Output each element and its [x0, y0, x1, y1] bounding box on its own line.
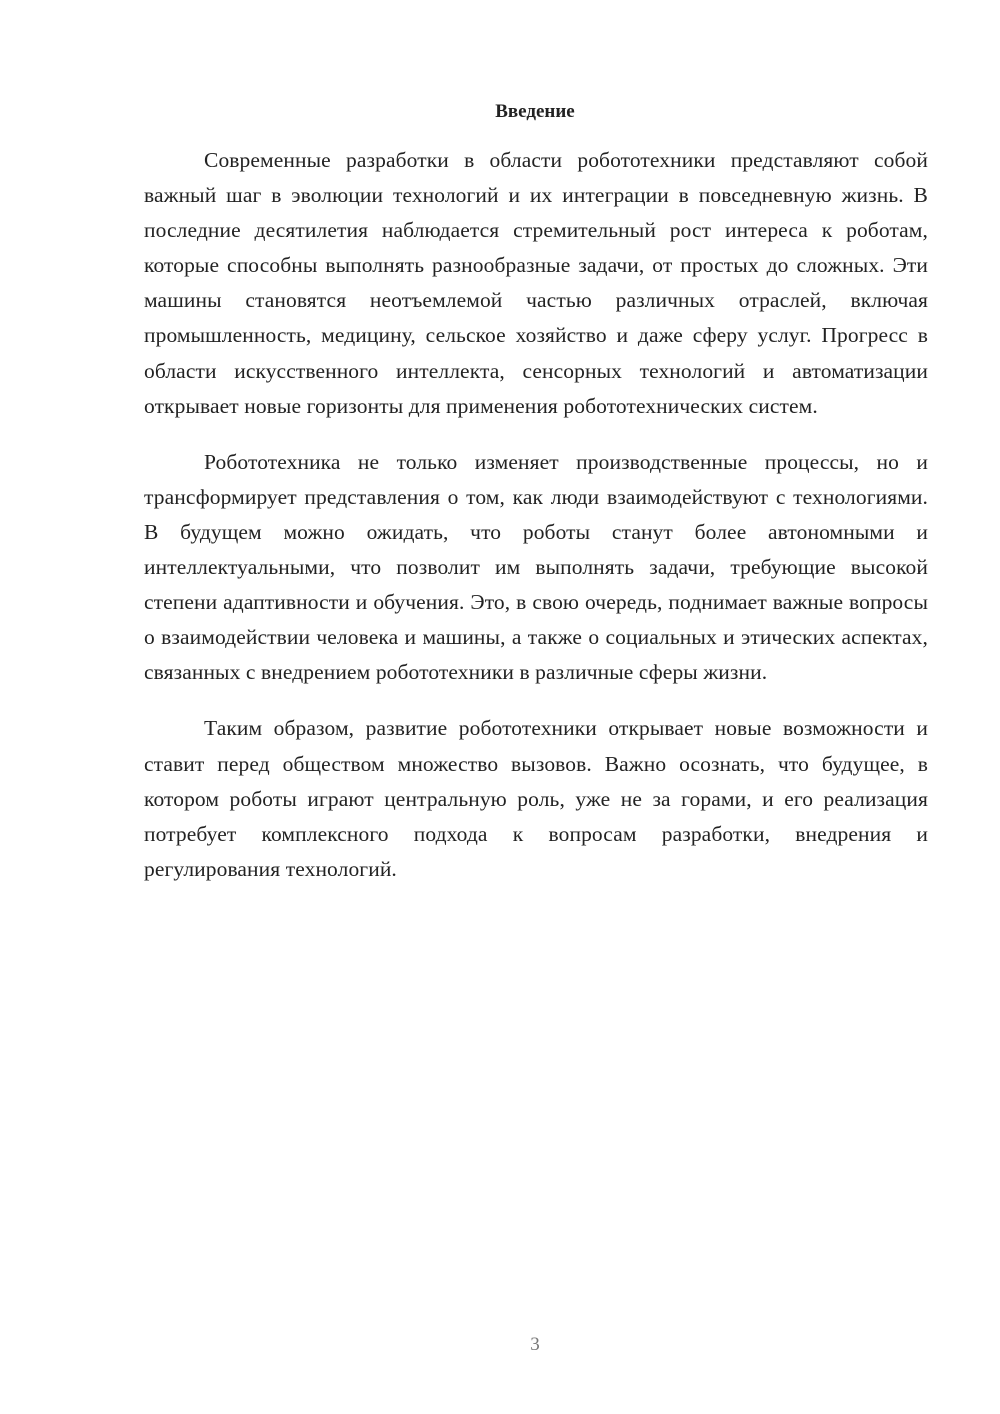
paragraph-2: Робототехника не только изменяет производственные процессы, но и трансформирует представления о том, как люди взаимодействуют с технологиями. В будущем можно ожидать, что роботы станут более автономными и интеллектуальными, что позволит им выполнять задачи, требующие высокой степени адаптивности и обучения. Это, в свою очередь, поднимает важные вопросы о взаимодействии человека и машины, а также о социальных и этических аспектах, связанных с внедрением робототехники в различные сферы жизни. [144, 449, 928, 685]
section-heading: Введение [495, 101, 575, 122]
page-number: 3 [530, 1334, 540, 1355]
paragraph-1: Современные разработки в области робототехники представляют собой важный шаг в эволюции технологий и их интеграции в повседневную жизнь. В последние десятилетия наблюдается стремительный рост интереса к роботам, которые способны выполнять разнообразные задачи, от простых до сложных. Эти машины становятся неотъемлемой частью различных отраслей, включая промышленность, медицину, сельское хозяйство и даже сферу услуг. Прогресс в области искусственного интеллекта, сенсорных технологий и автоматизации открывает новые горизонты для применения робототехнических систем. [144, 148, 928, 418]
paragraph-3: Таким образом, развитие робототехники открывает новые возможности и ставит перед обществом множество вызовов. Важно осознать, что будущее, в котором роботы играют центральную роль, уже не за горами, и его реализация потребует комплексного подхода к вопросам разработки, внедрения и регулирования технологий. [144, 716, 928, 881]
document-body [144, 143, 928, 908]
